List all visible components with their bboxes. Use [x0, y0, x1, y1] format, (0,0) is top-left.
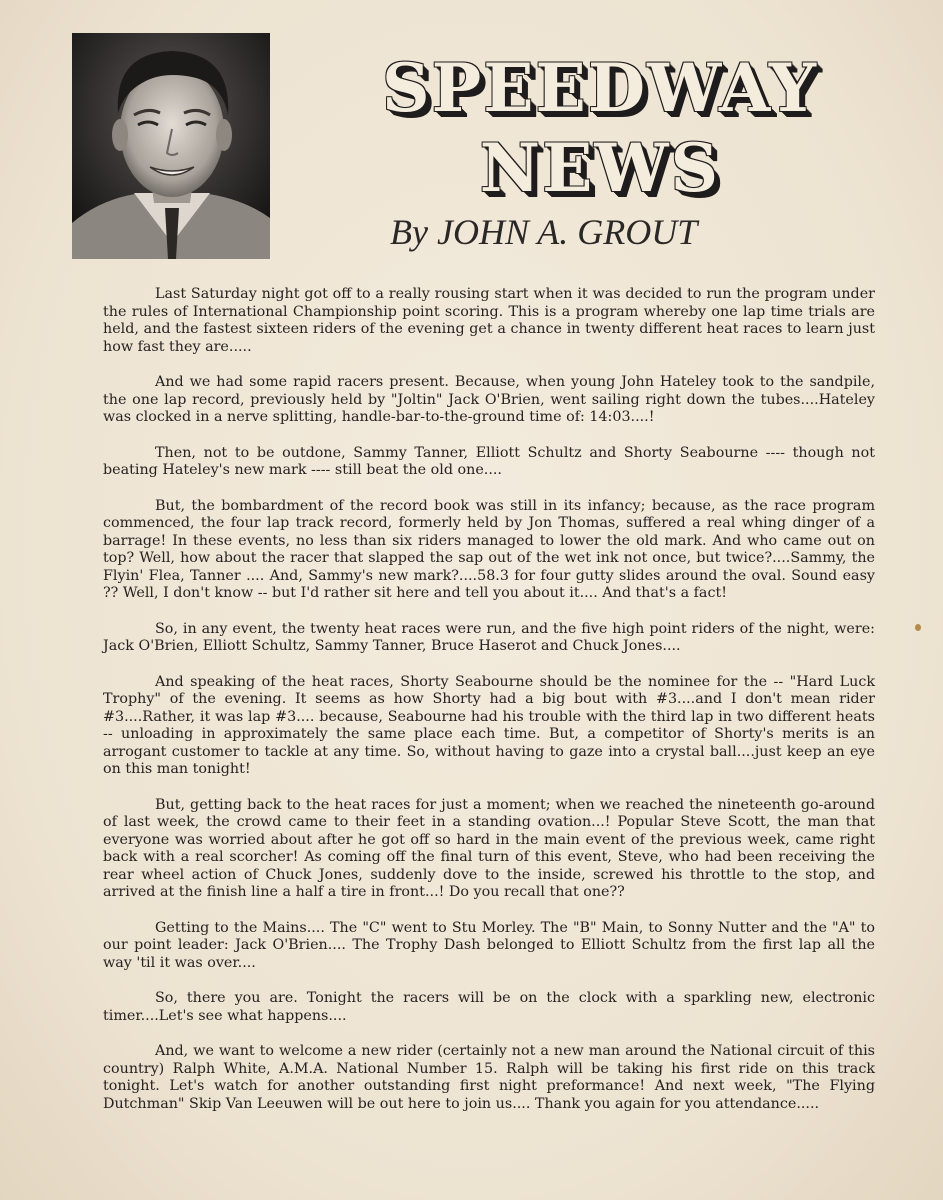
article-body — [103, 286, 875, 1113]
article-paragraph: And, we want to welcome a new rider (certainly not a new man around the National circuit of this country) Ralph White, A.M.A. National Number 15. Ralph will be taking his first ride on this track tonight. Let's watch for another outstanding first night preformance! And next week, "The Flying Dutchman" Skip Van Leeuwen will be out here to join us.... Thank you again for you attendance..... — [103, 1043, 875, 1112]
article-paragraph: Last Saturday night got off to a really rousing start when it was decided to run the program under the rules of International Championship point scoring. This is a program whereby one lap time trials are held, and the fastest sixteen riders of the evening get a chance in twenty different heat races to learn just how fast they are..... — [103, 286, 875, 355]
portrait-illustration — [72, 33, 270, 259]
article-paragraph: Getting to the Mains.... The "C" went to Stu Morley. The "B" Main, to Sonny Nutter and the "A" to our point leader: Jack O'Brien.... The Trophy Dash belonged to Elliott Schultz from the first lap all the way 'til it was over.... — [103, 919, 875, 971]
article-paragraph: So, in any event, the twenty heat races were run, and the five high point riders of the night, were: Jack O'Brien, Elliott Schultz, Sammy Tanner, Bruce Haserot and Chuck Jones.... — [103, 620, 875, 654]
title-speedway: SPEEDWAY — [381, 49, 819, 127]
article-paragraph: Then, not to be outdone, Sammy Tanner, Elliott Schultz and Shorty Seabourne ---- though not beating Hateley's new mark ---- still beat the old one.... — [103, 444, 875, 478]
article-paragraph: And we had some rapid racers present. Because, when young John Hateley took to the sandpile, the one lap record, previously held by "Joltin" Jack O'Brien, went sailing right down the tubes....Hateley was clocked in a nerve splitting, handle-bar-to-the-ground time of: 14:03....! — [103, 374, 875, 425]
author-portrait-photo — [72, 33, 270, 259]
paper-stain — [915, 624, 921, 631]
article-paragraph: And speaking of the heat races, Shorty Seabourne should be the nominee for the -- "Hard Luck Trophy" of the evening. It seems as how Shorty had a big bout with #3....and I don't mean rider #3....Rather, it was lap #3.... because, Seabourne had his trouble with the third lap in two different heats -- unloading in approximately the same place each time. But, a competitor of Shorty's merits is an arrogant customer to tackle at any time. So, without having to gaze into a crystal ball....just keep an eye on this man tonight! — [103, 673, 875, 777]
article-paragraph: But, the bombardment of the record book was still in its infancy; because, as the race program commenced, the four lap track record, formerly held by Jon Thomas, suffered a real whing dinger of a barrage! In these events, no less than six riders managed to lower the old mark. And who came out on top? Well, how about the racer that slapped the sap out of the wet ink not once, but twice?....Sammy, the Flyin' Flea, Tanner .... And, Sammy's new mark?....58.3 for four gutty slides around the oval. Sound easy ?? Well, I don't know -- but I'd rather sit here and tell you about it.... And that's a fact! — [103, 497, 875, 601]
article-paragraph: But, getting back to the heat races for just a moment; when we reached the nineteenth go-around of last week, the crowd came to their feet in a standing ovation...! Popular Steve Scott, the man that everyone was worried about after he got off so hard in the main event of the previous week, came right back with a real scorcher! As coming off the final turn of this event, Steve, who had been receiving the rear wheel action of Chuck Jones, suddenly dove to the inside, screwed his throttle to the stop, and arrived at the finish line a half a tire in front...! Do you recall that one?? — [103, 796, 875, 900]
article-paragraph: So, there you are. Tonight the racers will be on the clock with a sparkling new, electronic timer....Let's see what happens.... — [103, 990, 875, 1024]
title-news: NEWS — [479, 129, 721, 207]
author-byline: By JOHN A. GROUT — [390, 212, 698, 252]
